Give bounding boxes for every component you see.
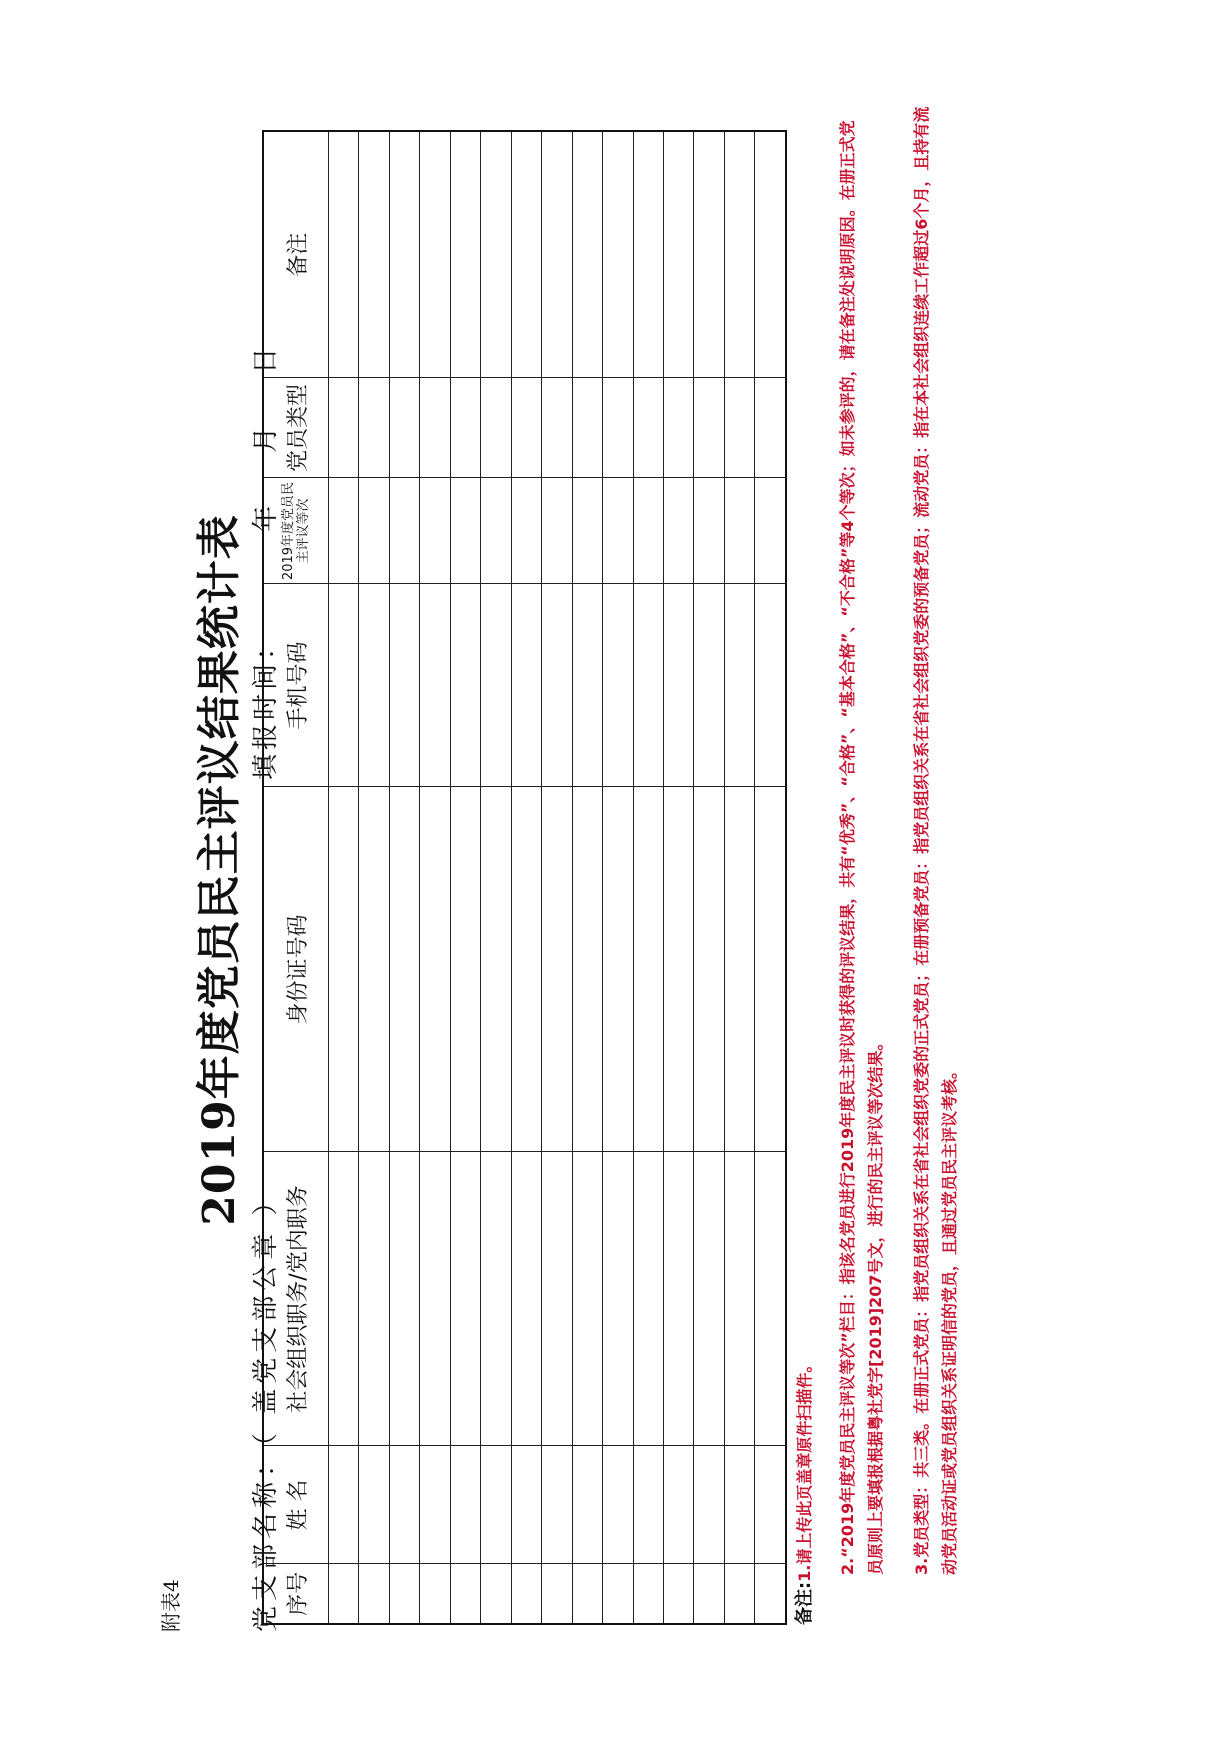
table-cell[interactable] xyxy=(755,1564,786,1624)
table-cell[interactable] xyxy=(359,378,389,478)
table-cell[interactable] xyxy=(542,1152,572,1446)
table-cell[interactable] xyxy=(389,584,419,787)
table-cell[interactable] xyxy=(511,584,541,787)
table-cell[interactable] xyxy=(359,584,389,787)
table-cell[interactable] xyxy=(663,378,693,478)
table-cell[interactable] xyxy=(450,1564,480,1624)
table-cell[interactable] xyxy=(724,787,754,1152)
table-cell[interactable] xyxy=(359,1564,389,1624)
table-cell[interactable] xyxy=(542,787,572,1152)
table-cell[interactable] xyxy=(359,478,389,584)
table-cell[interactable] xyxy=(694,478,724,584)
table-cell[interactable] xyxy=(542,1564,572,1624)
table-cell[interactable] xyxy=(481,131,511,378)
table-cell[interactable] xyxy=(481,1564,511,1624)
table-cell[interactable] xyxy=(633,378,663,478)
table-cell[interactable] xyxy=(694,584,724,787)
note-item-1-text: 1.请上传此页盖章原件扫描件。 xyxy=(795,1356,814,1582)
table-cell[interactable] xyxy=(633,131,663,378)
table-header-row xyxy=(263,131,329,1624)
table-row xyxy=(724,131,754,1624)
table-cell[interactable] xyxy=(329,1446,359,1564)
table-cell[interactable] xyxy=(603,1564,633,1624)
table-cell[interactable] xyxy=(755,1446,786,1564)
branch-name-label: 党支部名称：（ 盖党支部公章 ） xyxy=(251,1184,281,1632)
table-cell[interactable] xyxy=(572,787,602,1152)
table-cell[interactable] xyxy=(481,1446,511,1564)
statistics-table xyxy=(262,130,787,1625)
table-cell[interactable] xyxy=(542,584,572,787)
table-cell[interactable] xyxy=(603,1446,633,1564)
table-cell[interactable] xyxy=(603,478,633,584)
table-row xyxy=(481,131,511,1624)
table-cell[interactable] xyxy=(389,1152,419,1446)
table-cell[interactable] xyxy=(694,787,724,1152)
table-cell[interactable] xyxy=(542,131,572,378)
table-row xyxy=(450,131,480,1624)
table-cell[interactable] xyxy=(694,1152,724,1446)
table-cell[interactable] xyxy=(724,1152,754,1446)
table-row xyxy=(542,131,572,1624)
table-cell[interactable] xyxy=(420,1564,450,1624)
table-cell[interactable] xyxy=(663,1152,693,1446)
table-cell[interactable] xyxy=(450,1446,480,1564)
table-cell[interactable] xyxy=(329,584,359,787)
table-cell[interactable] xyxy=(724,584,754,787)
table-cell[interactable] xyxy=(481,787,511,1152)
table-cell[interactable] xyxy=(329,787,359,1152)
header-member-type: 党员类型 xyxy=(263,378,329,478)
table-cell[interactable] xyxy=(572,584,602,787)
header-name: 姓 名 xyxy=(263,1446,329,1564)
table-cell[interactable] xyxy=(663,1446,693,1564)
table-cell[interactable] xyxy=(389,131,419,378)
table-cell[interactable] xyxy=(663,584,693,787)
note-item-2: 2.“2019年度党员民主评议等次”栏目：指该名党员进行2019年度民主评议时获得的评议结果，共有“优秀”、“合格”、“基本合格”、“不合格”等4个等次；如未参评的，请在备注处说明原因。在册正式党员原则上要填报根据粤社党字[2019]207号文，进行的民主评议等次结果。 xyxy=(838,120,885,1575)
table-cell[interactable] xyxy=(724,131,754,378)
header-evaluation-grade: 2019年度党员民主评议等次 xyxy=(263,478,329,584)
table-cell[interactable] xyxy=(663,478,693,584)
table-cell[interactable] xyxy=(511,378,541,478)
table-body xyxy=(329,131,787,1624)
table-cell[interactable] xyxy=(450,131,480,378)
table-row xyxy=(603,131,633,1624)
table-cell[interactable] xyxy=(511,1446,541,1564)
header-remarks: 备注 xyxy=(263,131,329,378)
table-cell[interactable] xyxy=(511,131,541,378)
table-row xyxy=(511,131,541,1624)
table-cell[interactable] xyxy=(633,1446,663,1564)
header-position: 社会组织职务/党内职务 xyxy=(263,1152,329,1446)
header-id-number: 身份证号码 xyxy=(263,787,329,1152)
table-cell[interactable] xyxy=(694,378,724,478)
table-cell[interactable] xyxy=(481,584,511,787)
table-cell[interactable] xyxy=(694,1446,724,1564)
table-row xyxy=(694,131,724,1624)
table-cell[interactable] xyxy=(450,584,480,787)
table-cell[interactable] xyxy=(724,478,754,584)
table-row xyxy=(359,131,389,1624)
table-cell[interactable] xyxy=(420,1446,450,1564)
table-cell[interactable] xyxy=(633,1564,663,1624)
table-cell[interactable] xyxy=(633,1152,663,1446)
table-cell[interactable] xyxy=(542,378,572,478)
table-cell[interactable] xyxy=(450,478,480,584)
header-phone: 手机号码 xyxy=(263,584,329,787)
table-cell[interactable] xyxy=(572,478,602,584)
fill-time-label: 填报时间： 年 月 日 xyxy=(251,343,281,780)
table-cell[interactable] xyxy=(329,478,359,584)
table-row xyxy=(663,131,693,1624)
table-cell[interactable] xyxy=(694,1564,724,1624)
table-cell[interactable] xyxy=(389,1564,419,1624)
table-cell[interactable] xyxy=(420,378,450,478)
table-cell[interactable] xyxy=(572,1152,602,1446)
table-cell[interactable] xyxy=(511,478,541,584)
table-cell[interactable] xyxy=(755,1152,786,1446)
table-cell[interactable] xyxy=(755,584,786,787)
table-cell[interactable] xyxy=(603,787,633,1152)
table-row xyxy=(329,131,359,1624)
table-cell[interactable] xyxy=(572,1446,602,1564)
table-row xyxy=(420,131,450,1624)
table-cell[interactable] xyxy=(511,1152,541,1446)
table-cell[interactable] xyxy=(329,1564,359,1624)
table-cell[interactable] xyxy=(420,584,450,787)
table-cell[interactable] xyxy=(481,478,511,584)
table-cell[interactable] xyxy=(329,1152,359,1446)
notes-heading: 备注: xyxy=(794,1581,815,1625)
table-cell[interactable] xyxy=(572,378,602,478)
table-cell[interactable] xyxy=(633,478,663,584)
annex-label: 附表4 xyxy=(159,1579,183,1632)
table-row xyxy=(572,131,602,1624)
table-cell[interactable] xyxy=(663,787,693,1152)
table-cell[interactable] xyxy=(603,584,633,787)
table-cell[interactable] xyxy=(603,1152,633,1446)
table-cell[interactable] xyxy=(663,1564,693,1624)
table-row xyxy=(389,131,419,1624)
table-cell[interactable] xyxy=(450,378,480,478)
table-cell[interactable] xyxy=(329,378,359,478)
table-cell[interactable] xyxy=(755,478,786,584)
table-cell[interactable] xyxy=(633,584,663,787)
table-cell[interactable] xyxy=(694,131,724,378)
table-cell[interactable] xyxy=(481,378,511,478)
table-cell[interactable] xyxy=(389,1446,419,1564)
table-cell[interactable] xyxy=(572,1564,602,1624)
table-cell[interactable] xyxy=(603,378,633,478)
table-row xyxy=(633,131,663,1624)
table-cell[interactable] xyxy=(481,1152,511,1446)
note-item-1 xyxy=(790,1357,816,1625)
note-item-3: 3.党员类型：共三类。在册正式党员：指党员组织关系在省社会组织党委的正式党员；在册预备党员：指党员组织关系在省社会组织党委的预备党员；流动党员：指在本社会组织连续工作超过6个月，且持有流动党员活动证或党员组织关系证明信的党员，且通过党员民主评议考核。 xyxy=(912,106,959,1575)
table-cell[interactable] xyxy=(389,378,419,478)
table-cell[interactable] xyxy=(359,787,389,1152)
table-cell[interactable] xyxy=(359,131,389,378)
table-cell[interactable] xyxy=(359,1152,389,1446)
table-cell[interactable] xyxy=(420,787,450,1152)
header-index: 序号 xyxy=(263,1564,329,1624)
table-cell[interactable] xyxy=(603,131,633,378)
table-cell[interactable] xyxy=(389,787,419,1152)
table-cell[interactable] xyxy=(755,131,786,378)
table-cell[interactable] xyxy=(542,1446,572,1564)
page-title: 2019年度党员民主评议结果统计表 xyxy=(194,514,245,1226)
table-cell[interactable] xyxy=(724,1446,754,1564)
table-cell[interactable] xyxy=(572,131,602,378)
table-cell[interactable] xyxy=(420,478,450,584)
table-cell[interactable] xyxy=(389,478,419,584)
table-cell[interactable] xyxy=(359,1446,389,1564)
table-cell[interactable] xyxy=(542,478,572,584)
table-cell[interactable] xyxy=(511,1564,541,1624)
table-cell[interactable] xyxy=(329,131,359,378)
table-cell[interactable] xyxy=(755,378,786,478)
table-cell[interactable] xyxy=(633,787,663,1152)
table-row xyxy=(755,131,786,1624)
table-cell[interactable] xyxy=(663,131,693,378)
table-cell[interactable] xyxy=(511,787,541,1152)
table-cell[interactable] xyxy=(450,1152,480,1446)
table-cell[interactable] xyxy=(420,131,450,378)
table-cell[interactable] xyxy=(755,787,786,1152)
table-cell[interactable] xyxy=(450,787,480,1152)
table-cell[interactable] xyxy=(724,1564,754,1624)
table-cell[interactable] xyxy=(420,1152,450,1446)
table-cell[interactable] xyxy=(724,378,754,478)
